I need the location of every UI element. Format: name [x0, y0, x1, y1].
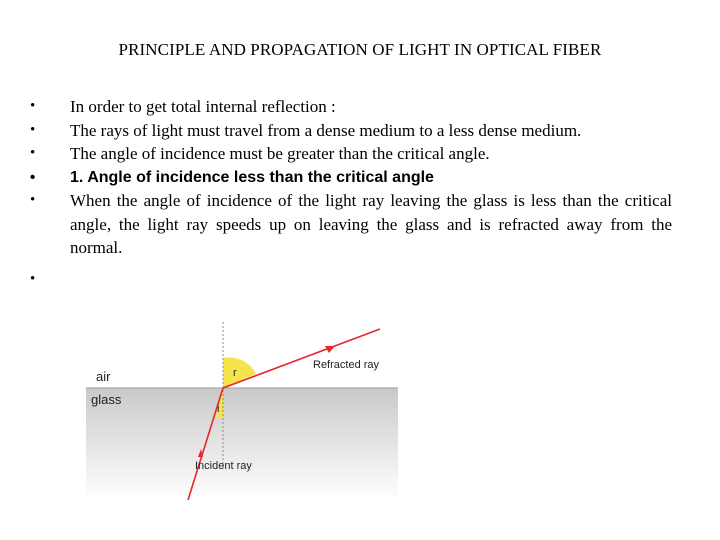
- bullet-dot: •: [30, 98, 36, 114]
- bullet-item: [30, 142, 672, 166]
- air-label: air: [96, 369, 111, 384]
- angle-i-label: i: [217, 403, 220, 415]
- bullet-text: In order to get total internal reflection :: [70, 97, 336, 116]
- bullet-item-heading: [30, 166, 672, 190]
- bullet-list: [30, 95, 672, 290]
- bullet-item: [30, 189, 672, 260]
- bullet-text: 1. Angle of incidence less than the critical angle: [70, 168, 434, 186]
- glass-label: glass: [91, 392, 122, 407]
- refraction-svg: [84, 320, 400, 502]
- refracted-ray-label: Refracted ray: [313, 359, 380, 371]
- angle-r-label: r: [233, 367, 237, 379]
- bullet-dot: •: [30, 168, 36, 186]
- bullet-item: [30, 119, 672, 143]
- incident-ray-label: Incident ray: [195, 460, 252, 472]
- refraction-angle-wedge: [223, 357, 256, 388]
- bullet-item: [30, 95, 672, 119]
- bullet-text: When the angle of incidence of the light ray leaving the glass is less than the critical angle, the light ray speeds up on leaving the glass and is refracted away from the normal.: [70, 191, 672, 257]
- bullet-dot: •: [30, 121, 36, 138]
- bullet-text: The angle of incidence must be greater than the critical angle.: [70, 144, 490, 163]
- bullet-item-empty: [30, 262, 672, 290]
- bullet-dot: •: [30, 270, 36, 287]
- bullet-text: The rays of light must travel from a dense medium to a less dense medium.: [70, 120, 582, 140]
- bullet-dot: •: [30, 145, 36, 161]
- refraction-diagram: [84, 320, 400, 502]
- bullet-dot: •: [30, 192, 36, 208]
- glass-block: [86, 388, 398, 500]
- slide-title: PRINCIPLE AND PROPAGATION OF LIGHT IN OPTICAL FIBER: [118, 40, 602, 59]
